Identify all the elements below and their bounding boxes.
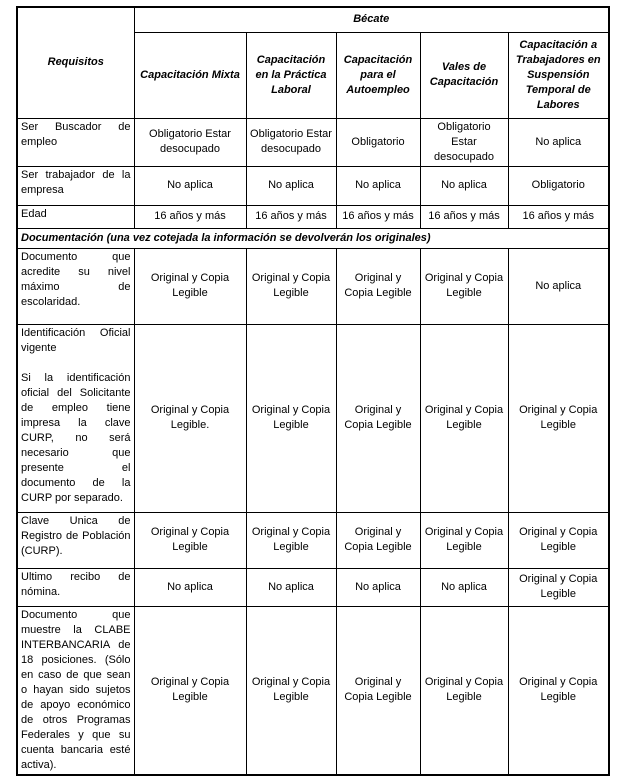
row-label-cell: Clave Unica de Registro de Población (CURP). (17, 512, 134, 568)
value-cell: Original y Copia Legible (508, 324, 609, 512)
documentacion-section-header: Documentación (una vez cotejada la información se devolverán los originales) (17, 228, 609, 248)
table-row (17, 568, 609, 606)
value-cell: Original y Copia Legible (134, 512, 246, 568)
value-cell: 16 años y más (134, 205, 246, 228)
value-cell: Original y Copia Legible (246, 512, 336, 568)
value-cell: No aplica (134, 166, 246, 205)
table-row (17, 324, 609, 512)
value-cell: No aplica (134, 568, 246, 606)
section-row (17, 228, 609, 248)
value-cell: Original y Copia Legible (508, 512, 609, 568)
value-cell: Obligatorio (508, 166, 609, 205)
value-cell: Original y Copia Legible (508, 606, 609, 775)
row-label-cell: Ser trabajador de la empresa (17, 166, 134, 205)
row-label-cell: Documento que muestre la CLABE INTERBANCARIA de 18 posiciones. (Sólo en caso de que sean o hayan sido sujetos de apoyo económico de otros Programas Federales y que su cuenta bancaria esté activa). (17, 606, 134, 775)
value-cell: No aplica (508, 248, 609, 324)
value-cell: 16 años y más (336, 205, 420, 228)
value-cell: No aplica (336, 166, 420, 205)
value-cell: No aplica (420, 166, 508, 205)
value-cell: Original y Copia Legible (420, 606, 508, 775)
value-cell: Original y Copia Legible (246, 606, 336, 775)
value-cell: 16 años y más (420, 205, 508, 228)
row-label-cell: Edad (17, 205, 134, 228)
value-cell: Original y Copia Legible (336, 606, 420, 775)
value-cell: No aplica (420, 568, 508, 606)
value-cell: 16 años y más (246, 205, 336, 228)
value-cell: Original y Copia Legible (420, 248, 508, 324)
value-cell: Original y Copia Legible (336, 324, 420, 512)
value-cell: Original y Copia Legible (246, 324, 336, 512)
value-cell: Obligatorio Estar desocupado (420, 118, 508, 166)
table-row (17, 205, 609, 228)
value-cell: Original y Copia Legible (420, 512, 508, 568)
value-cell: No aplica (508, 118, 609, 166)
becate-group-header-cell: Bécate (134, 7, 609, 32)
table-row (17, 512, 609, 568)
label-paragraph: Si la identificación oficial del Solicitante de empleo tiene impresa la clave CURP, no será necesario que presente el documento de la CURP por separado. (21, 371, 131, 504)
table-row (17, 166, 609, 205)
value-cell: No aplica (246, 166, 336, 205)
table-body (17, 7, 609, 775)
column-header-cell: Vales de Capacitación (420, 32, 508, 118)
row-label-cell: Ser Buscador de empleo (17, 118, 134, 166)
value-cell: Original y Copia Legible (134, 248, 246, 324)
value-cell: Original y Copia Legible (508, 568, 609, 606)
value-cell: 16 años y más (508, 205, 609, 228)
value-cell: Original y Copia Legible (336, 512, 420, 568)
value-cell: Obligatorio (336, 118, 420, 166)
row-label-cell: Documento que acredite su nivel máximo de escolaridad. (17, 248, 134, 324)
value-cell: Original y Copia Legible (336, 248, 420, 324)
column-header-cell: Capacitación a Trabajadores en Suspensión Temporal de Labores (508, 32, 609, 118)
value-cell: Original y Copia Legible (134, 606, 246, 775)
column-header-cell: Capacitación para el Autoempleo (336, 32, 420, 118)
value-cell: No aplica (336, 568, 420, 606)
row-label-cell: Ultimo recibo de nómina. (17, 568, 134, 606)
value-cell: Original y Copia Legible (246, 248, 336, 324)
label-paragraph: Identificación Oficial vigente (21, 326, 131, 354)
requirements-table (16, 6, 610, 776)
column-header-cell: Capacitación en la Práctica Laboral (246, 32, 336, 118)
row-label-cell (17, 324, 134, 512)
value-cell: Original y Copia Legible (420, 324, 508, 512)
requisitos-header-cell: Requisitos (17, 7, 134, 118)
value-cell: Obligatorio Estar desocupado (246, 118, 336, 166)
column-header-cell: Capacitación Mixta (134, 32, 246, 118)
value-cell: No aplica (246, 568, 336, 606)
table-row (17, 248, 609, 324)
value-cell: Original y Copia Legible. (134, 324, 246, 512)
table-row (17, 118, 609, 166)
table-row (17, 606, 609, 775)
value-cell: Obligatorio Estar desocupado (134, 118, 246, 166)
